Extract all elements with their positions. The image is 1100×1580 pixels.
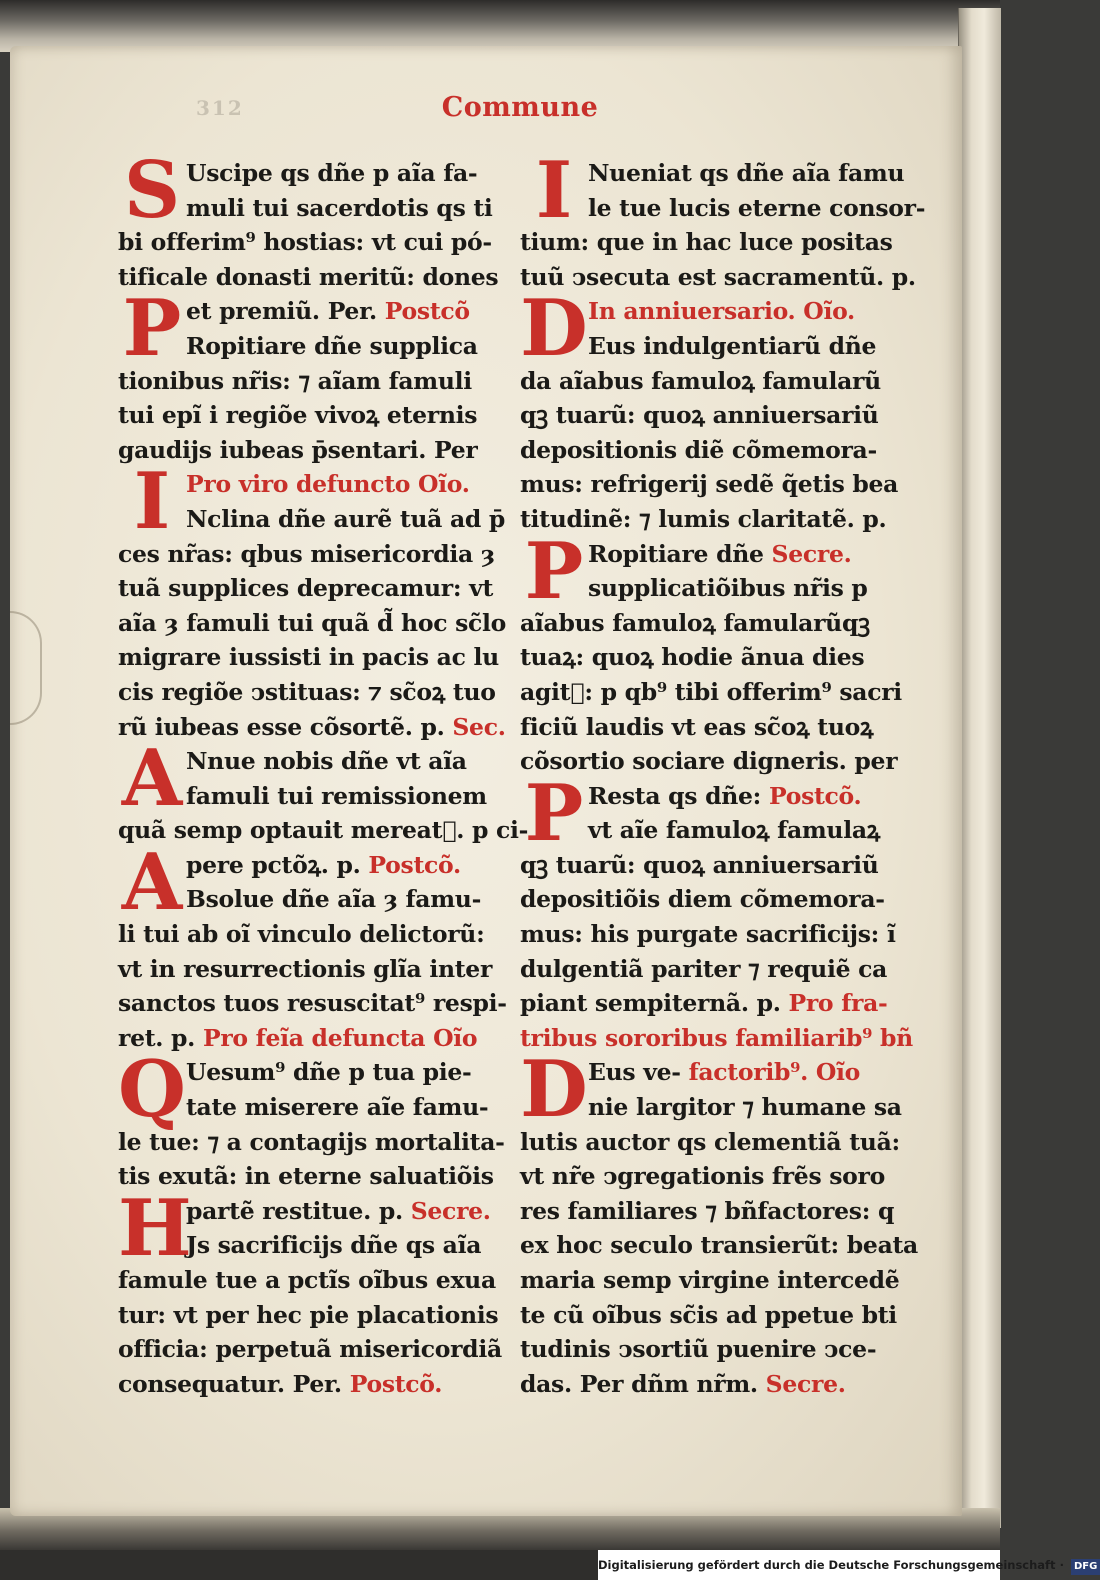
text-block xyxy=(520,525,902,779)
text-line: le tue: ⁊ a contagijs mortalita- xyxy=(118,1127,505,1156)
red-initial-letter: P xyxy=(524,767,584,859)
text-line: mus: his purgate sacrificijs: ĩ xyxy=(520,920,896,949)
text-line: tuaꝝ: quoꝝ hodie ãnua dies xyxy=(520,643,865,672)
text-line: da aĩabus famuloꝝ famularũ xyxy=(520,366,881,395)
text-line: te cũ oĩbus sc̃is ad ppetue bti xyxy=(520,1300,897,1329)
red-initial-letter: D xyxy=(520,283,588,375)
text-block xyxy=(520,145,926,294)
text-line: tium: que in hac luce positas xyxy=(520,228,893,257)
text-line: muli tui sacerdotis qs ti xyxy=(186,193,493,222)
text-line: tificale donasti meritũ: dones xyxy=(118,262,499,291)
right-column xyxy=(520,145,926,1401)
text-line: In anniuersario. Oĩo. xyxy=(588,297,855,326)
text-line: dulgentiã pariter ⁊ requiẽ ca xyxy=(520,954,888,983)
text-line: das. Per dñm nr̃m. Secre. xyxy=(520,1369,846,1398)
text-line: maria semp virgine intercedẽ xyxy=(520,1266,900,1294)
text-line: Eus indulgentiarũ dñe xyxy=(588,331,877,360)
text-line: rũ iubeas esse cõsortẽ. p. Sec. xyxy=(118,712,506,741)
text-line: piant sempiternã. p. Pro fra- xyxy=(520,989,888,1018)
text-line: tur: vt per hec pie placationis xyxy=(118,1300,499,1329)
text-block xyxy=(520,283,899,536)
text-line: qꝫ tuarũ: quoꝝ anniuersariũ xyxy=(520,850,879,879)
text-line: tuã supplices deprecamur: vt xyxy=(118,574,494,603)
text-line: le tue lucis eterne consor- xyxy=(588,193,926,222)
text-line: et premiũ. Per. Postcõ xyxy=(186,297,470,326)
text-block xyxy=(118,283,493,467)
text-block xyxy=(118,456,507,744)
text-line: Uscipe qs dñe p aĩa fa- xyxy=(186,159,478,187)
credit-text: Digitalisierung gefördert durch die Deutsche Forschungsgemeinschaft xyxy=(598,1558,1056,1572)
footer-strip xyxy=(0,1550,598,1580)
text-line: ces nr̃as: qbus misericordia ȝ xyxy=(118,539,495,568)
text-line: nie largitor ⁊ humane sa xyxy=(588,1093,902,1122)
text-line: vt in resurrectionis glĩa inter xyxy=(118,954,493,983)
text-line: depositionis diẽ cõmemora- xyxy=(520,435,877,464)
text-line: agit᷑: p qb⁹ tibi offerim⁹ sacri xyxy=(520,677,902,706)
red-initial-letter: P xyxy=(122,283,182,375)
text-block xyxy=(118,1182,502,1402)
text-block xyxy=(118,733,529,848)
red-initial-letter: P xyxy=(524,525,584,617)
text-line: cis regiõe ↄstituas: ⁊ sc̃oꝝ tuo xyxy=(118,677,496,706)
left-column xyxy=(118,145,529,1401)
text-block xyxy=(118,1044,505,1193)
red-initial-letter: Q xyxy=(118,1044,186,1136)
text-line: tionibus nr̃is: ⁊ aĩam famuli xyxy=(118,366,472,395)
dfg-logo: DFG xyxy=(1071,1559,1100,1575)
text-block xyxy=(118,836,507,1056)
red-initial-letter: H xyxy=(118,1182,192,1274)
text-line: famuli tui remissionem xyxy=(186,781,487,810)
text-line: tudinis ↄsortiũ puenire ↄce- xyxy=(520,1335,877,1364)
digitization-credit: Digitalisierung gefördert durch die Deutsche Forschungsgemeinschaft · DFG xyxy=(598,1550,1000,1580)
text-line: depositiõis diem cõmemora- xyxy=(520,885,885,914)
text-line: Nueniat qs dñe aĩa famu xyxy=(588,159,905,187)
text-line: tribus sororibus familiarib⁹ bñ xyxy=(520,1023,913,1052)
red-initial-letter: I xyxy=(535,145,573,236)
text-line: aĩa ȝ famuli tui quã d̃ hoc sc̃lo xyxy=(118,608,507,637)
text-line: aĩabus famuloꝝ famularũqꝫ xyxy=(520,608,870,637)
text-line: li tui ab oĩ vinculo delictorũ: xyxy=(118,920,485,949)
text-line: titudinẽ: ⁊ lumis claritatẽ. p. xyxy=(520,504,887,533)
text-line: Uesum⁹ dñe p tua pie- xyxy=(186,1058,472,1087)
text-line: tui epĩ i regiõe vivoꝝ eternis xyxy=(118,401,478,430)
text-line: Nclina dñe aurẽ tuã ad p̄ xyxy=(186,504,506,533)
text-line: tuũ ↄsecuta est sacramentũ. p. xyxy=(520,262,916,291)
text-line: bi offerim⁹ hostias: vt cui pó- xyxy=(118,228,492,257)
text-line: gaudijs iubeas p̄sentari. Per xyxy=(118,435,478,464)
book-top-edge xyxy=(0,0,1000,52)
text-line: Pro viro defuncto Oĩo. xyxy=(186,470,470,499)
text-line: Ropitiare dñe Secre. xyxy=(588,539,852,568)
red-initial-letter: I xyxy=(133,456,171,548)
text-line: ficiũ laudis vt eas sc̃oꝝ tuoꝝ xyxy=(520,712,874,741)
running-title: Commune xyxy=(441,92,599,123)
text-line: migrare iussisti in pacis ac lu xyxy=(118,643,499,672)
text-block xyxy=(520,1044,918,1401)
text-line: qꝫ tuarũ: quoꝝ anniuersariũ xyxy=(520,401,879,430)
text-line: mus: refrigerij sedẽ q̃etis bea xyxy=(520,470,899,499)
text-line: ret. p. Pro feĩa defuncta Oĩo xyxy=(118,1023,478,1052)
text-line: cõsortio sociare digneris. per xyxy=(520,747,898,776)
text-line: tis exutã: in eterne saluatiõis xyxy=(118,1162,494,1191)
text-line: Js sacrificijs dñe qs aĩa xyxy=(186,1231,482,1260)
text-line: lutis auctor qs clementiã tuã: xyxy=(520,1127,900,1156)
text-line: quã semp optauit mereat᷑. p ci- xyxy=(118,816,529,845)
text-line: Nnue nobis dñe vt aĩa xyxy=(186,747,467,776)
text-line: partẽ restitue. p. Secre. xyxy=(186,1196,491,1225)
folio-number: 312 xyxy=(196,96,244,120)
text-line: res familiares ⁊ bñfactores: q xyxy=(520,1196,895,1225)
text-line: officia: perpetuã misericordiã xyxy=(118,1335,502,1364)
text-line: supplicatiõibus nr̃is p xyxy=(588,574,868,603)
page-tab-mark xyxy=(10,611,42,725)
text-line: Bsolue dñe aĩa ȝ famu- xyxy=(186,885,482,914)
text-line: pere pctõꝝ. p. Postcõ. xyxy=(186,850,461,879)
text-line: famule tue a pctĩs oĩbus exua xyxy=(118,1266,496,1294)
text-line: ex hoc seculo transierũt: beata xyxy=(520,1231,918,1260)
text-block xyxy=(118,145,499,294)
red-initial-letter: S xyxy=(123,145,181,236)
red-initial-letter: D xyxy=(520,1044,588,1136)
text-line: vt aĩe famuloꝝ famulaꝝ xyxy=(588,816,881,845)
text-line: vt nr̃e ↄgregationis frẽs soro xyxy=(520,1162,886,1191)
red-initial-letter: A xyxy=(121,836,183,928)
red-initial-letter: A xyxy=(121,733,183,825)
facing-page-edge xyxy=(958,8,1001,1528)
text-line: Resta qs dñe: Postcõ. xyxy=(588,781,862,810)
text-line: consequatur. Per. Postcõ. xyxy=(118,1369,443,1398)
text-line: Ropitiare dñe supplica xyxy=(186,331,478,360)
text-block xyxy=(520,767,913,1056)
text-line: tate miserere aĩe famu- xyxy=(186,1093,489,1122)
text-line: Eus ve- factorib⁹. Oĩo xyxy=(588,1058,861,1087)
text-line: sanctos tuos resuscitat⁹ respi- xyxy=(118,989,507,1018)
